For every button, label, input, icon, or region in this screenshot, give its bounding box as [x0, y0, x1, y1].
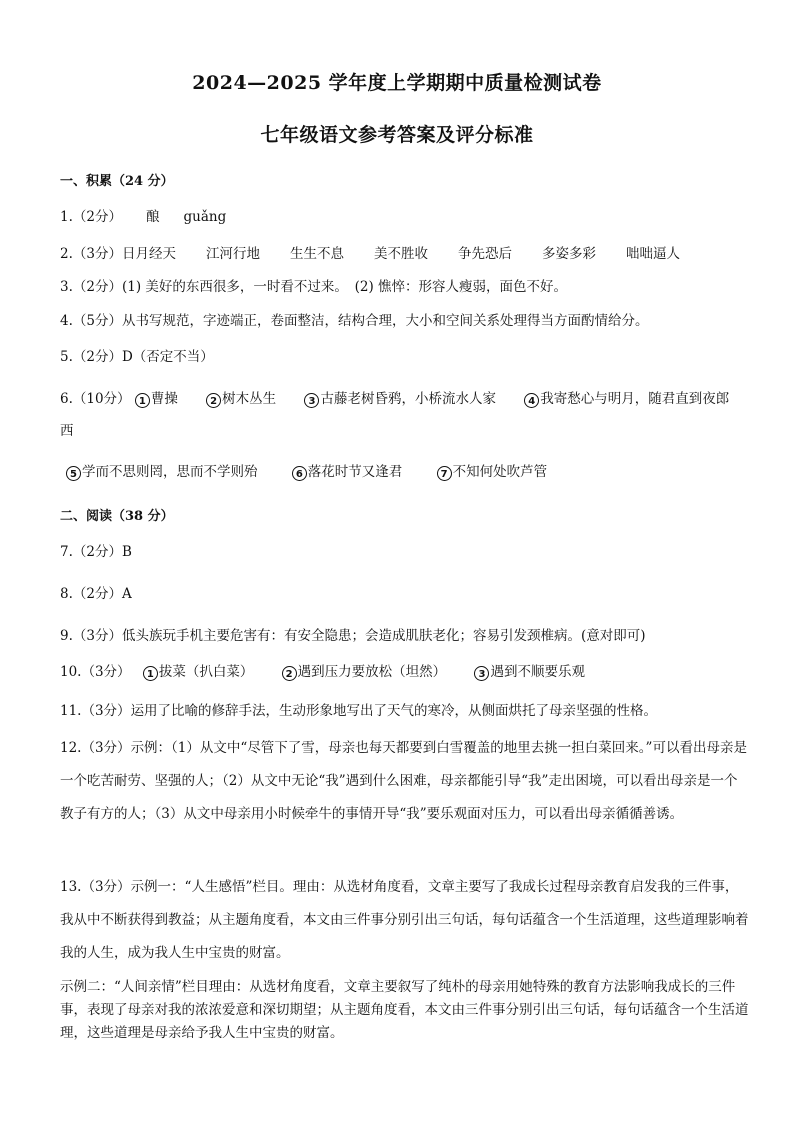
answer-text: 日月经天: [121, 246, 176, 262]
answer-text: 落花时节又逢君: [307, 464, 403, 480]
answer-text: 遇到压力要放松（坦然）: [297, 664, 447, 680]
answer-text: B: [121, 544, 132, 560]
circled-number-icon: 2: [206, 393, 221, 408]
question-number: 8.（2分）: [60, 586, 122, 602]
question-6-line-2: [66, 462, 756, 482]
question-8: [60, 584, 750, 604]
answer-text: 生生不息: [289, 246, 344, 262]
circled-number-icon: 6: [292, 466, 307, 481]
answer-text: 树木丛生: [222, 391, 277, 407]
circled-number-icon: 2: [282, 666, 297, 681]
question-11: [60, 701, 750, 721]
answer-text: (1) 美好的东西很多，一时看不过来。 (2) 憔悴：形容人瘦弱，面色不好。: [121, 279, 568, 295]
question-13: [60, 871, 750, 970]
answer-text: guǎng: [183, 209, 227, 225]
answer-text: 示例二：“人间亲情”栏目理由：从选材角度看，文章主要叙写了纯朴的母亲用她特殊的教育方法影响我成长的三件事，表现了母亲对我的浓浓爱意和深切期望；从主题角度看，本文由三件事分别引出三句话，每句话蕴含一个生活道理，这些道理是母亲给予我人生中宝贵的财富。: [60, 979, 749, 1041]
circled-number-icon: 5: [66, 466, 81, 481]
answer-text: 从书写规范，字迹端正，卷面整洁，结构合理，大小和空间关系处理得当方面酌情给分。: [121, 313, 649, 329]
answer-text: 遇到不顺要乐观: [490, 664, 585, 680]
answer-text: 咄咄逼人: [625, 246, 680, 262]
question-number: 2.（3分）: [60, 246, 122, 262]
answer-text: 我寄愁心与明月，随君直到夜郎: [540, 391, 730, 407]
answer-text: 不知何处吹芦管: [452, 464, 548, 480]
question-number: 9.（3分）: [60, 628, 122, 644]
question-9: [60, 626, 750, 646]
answer-text: 西: [60, 423, 74, 439]
section-heading-reading: 二、阅读（38 分）: [60, 509, 174, 524]
answer-text: 酿: [145, 209, 160, 225]
question-number: 10.（3分）: [60, 664, 131, 680]
circled-number-icon: 3: [474, 666, 489, 681]
circled-number-icon: 7: [437, 466, 452, 481]
answer-text: 学而不思则罔，思而不学则殆: [82, 464, 258, 480]
question-6-continued: [60, 421, 750, 441]
question-number: 6.（10分）: [60, 391, 131, 407]
question-12: [60, 732, 750, 831]
circled-number-icon: 4: [524, 393, 539, 408]
answer-text: A: [121, 586, 132, 602]
answer-text: 江河行地: [205, 246, 260, 262]
section-heading-accumulation: 一、积累（24 分）: [60, 174, 174, 189]
question-1: [60, 207, 750, 227]
circled-number-icon: 3: [304, 393, 319, 408]
question-7: [60, 542, 750, 562]
answer-text: 运用了比喻的修辞手法，生动形象地写出了天气的寒冷，从侧面烘托了母亲坚强的性格。: [130, 703, 658, 719]
answer-text: 曹操: [150, 391, 178, 407]
question-4: [60, 311, 750, 331]
circled-number-icon: 1: [135, 393, 150, 408]
question-6: [60, 389, 750, 409]
question-5: [60, 347, 750, 367]
answer-text: 低头族玩手机主要危害有：有安全隐患；会造成肌肤老化；容易引发颈椎病。(意对即可): [121, 628, 646, 644]
answer-text: 古藤老树昏鸦，小桥流水人家: [320, 391, 496, 407]
question-number: 1.（2分）: [60, 209, 122, 225]
answer-text: 争先恐后: [457, 246, 512, 262]
question-number: 7.（2分）: [60, 544, 122, 560]
question-number: 3.（2分）: [60, 279, 122, 295]
question-number: 13.（3分）: [60, 879, 131, 895]
answer-text: 示例一：“人生感悟”栏目。理由：从选材角度看，文章主要写了我成长过程母亲教育启发我的三件事，我从中不断获得到教益；从主题角度看，本文由三件事分别引出三句话，每句话蕴含一个生活道理，这些道理影响着我的人生，成为我人生中宝贵的财富。: [60, 879, 749, 961]
answer-text: 多姿多彩: [541, 246, 596, 262]
page-subtitle: 七年级语文参考答案及评分标准: [260, 124, 534, 146]
question-number: 5.（2分）: [60, 349, 122, 365]
answer-text: 示例：（1）从文中“尽管下了雪，母亲也每天都要到白雪覆盖的地里去挑一担白菜回来。”可以看出母亲是一个吃苦耐劳、坚强的人；（2）从文中无论“我”遇到什么困难，母亲都能引导“我”走出困境，可以看出母亲是一个教子有方的人；（3）从文中母亲用小时候牵牛的事情开导“我”要乐观面对压力，可以看出母亲循循善诱。: [60, 740, 747, 822]
question-13-example-2: [60, 976, 750, 1045]
question-10: [60, 662, 750, 682]
circled-number-icon: 1: [143, 666, 158, 681]
question-number: 11.（3分）: [60, 703, 131, 719]
question-number: 4.（5分）: [60, 313, 122, 329]
answer-text: 美不胜收: [373, 246, 428, 262]
answer-text: D（否定不当）: [121, 349, 214, 365]
question-3: [60, 277, 750, 297]
page-title: 2024—2025 学年度上学期期中质量检测试卷: [192, 72, 602, 94]
question-number: 12.（3分）: [60, 740, 131, 756]
answer-text: 拔菜（扒白菜）: [158, 664, 254, 680]
question-2: [60, 244, 750, 264]
